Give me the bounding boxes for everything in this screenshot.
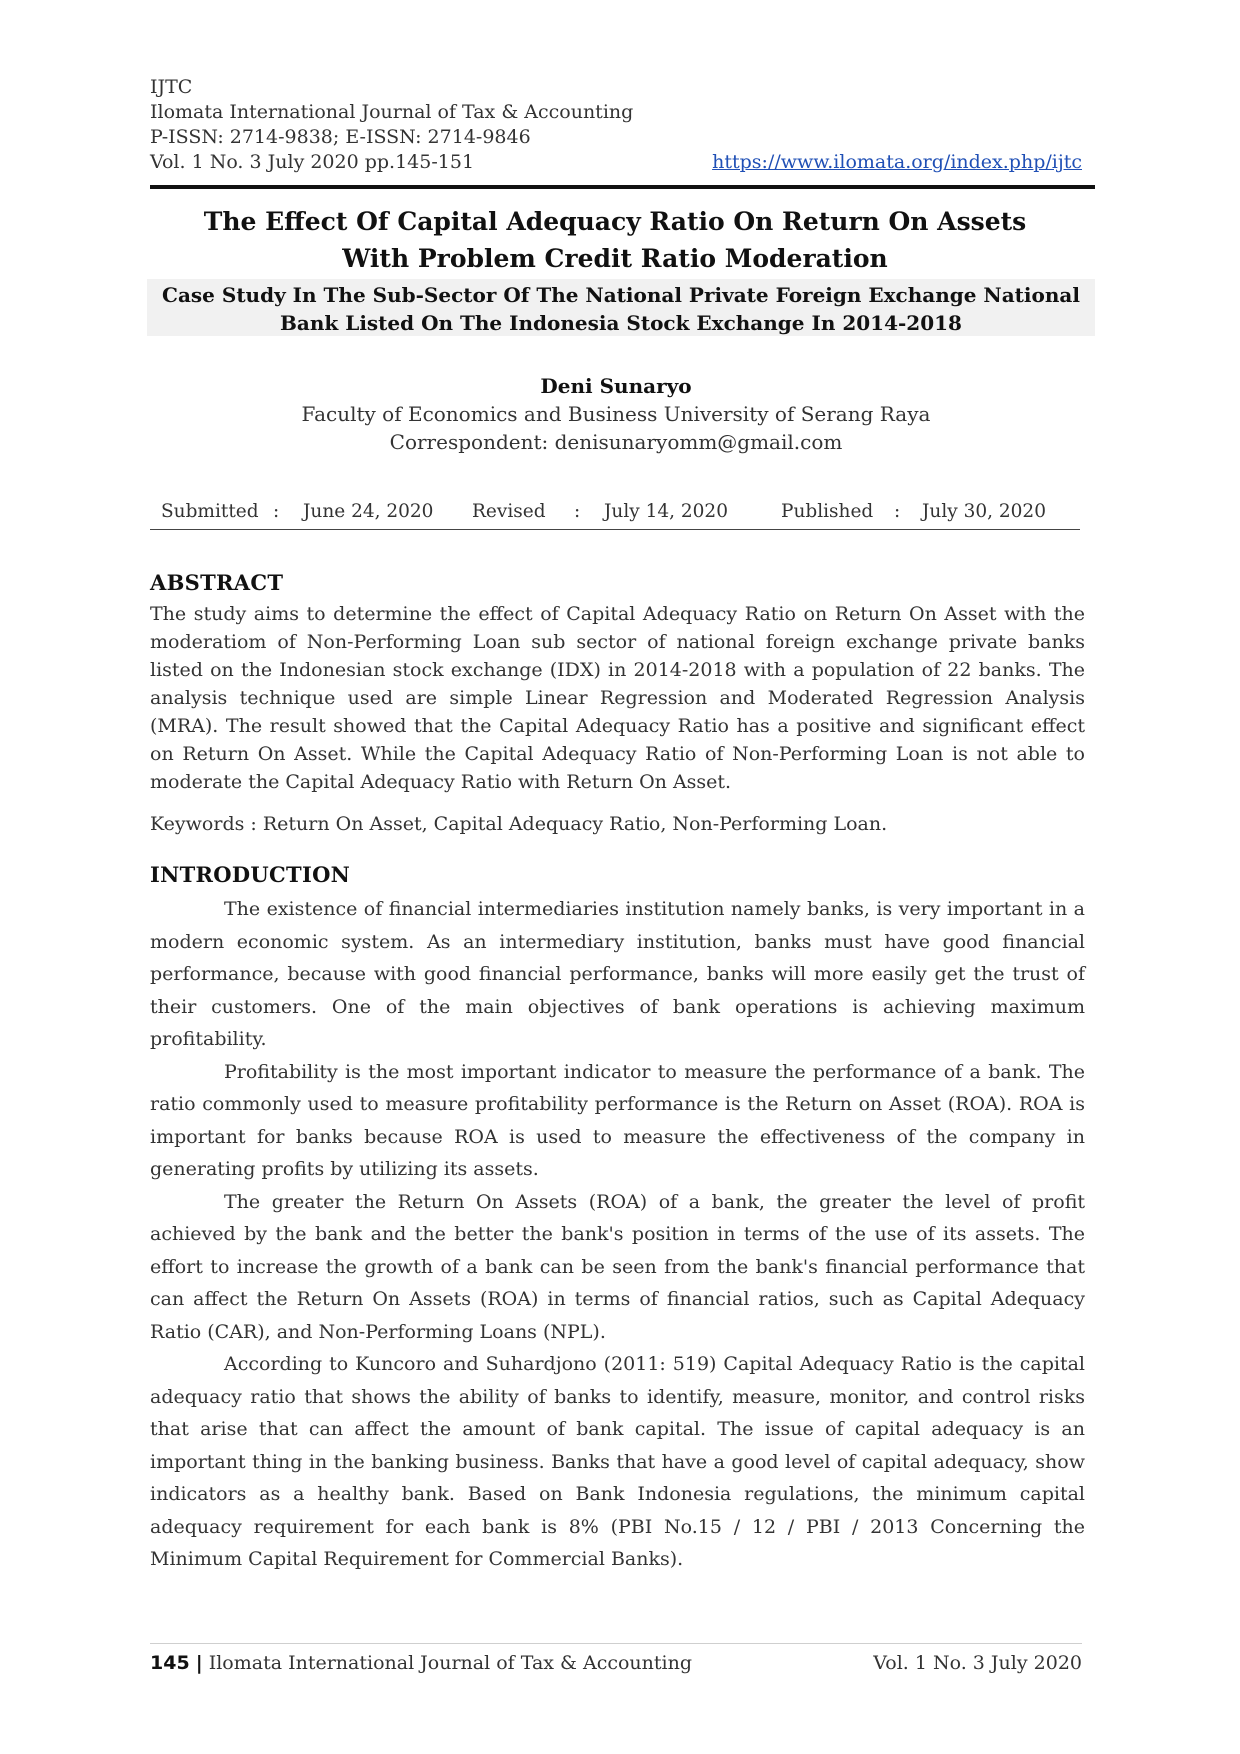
footer-issue: Vol. 1 No. 3 July 2020 xyxy=(873,1652,1082,1674)
revised-sep: : xyxy=(574,501,581,522)
paper-title xyxy=(150,203,1080,277)
author-name: Deni Sunaryo xyxy=(540,374,692,398)
published-sep: : xyxy=(894,501,901,522)
subtitle-line-2: Bank Listed On The Indonesia Stock Exchange In 2014-2018 xyxy=(280,311,962,335)
intro-paragraph: Profitability is the most important indicator to measure the performance of a bank. The ratio commonly used to measure profitability performance is the Return on Asset (ROA). ROA is important for banks because ROA is used to measure the effectiveness of the company in generating profits by utilizing its assets. xyxy=(150,1060,1085,1180)
author-block xyxy=(150,372,1082,456)
submitted-date: June 24, 2020 xyxy=(303,501,434,522)
journal-abbr: IJTC xyxy=(150,76,193,98)
title-line-2: With Problem Credit Ratio Moderation xyxy=(342,244,888,273)
intro-paragraph: According to Kuncoro and Suhardjono (2011: 519) Capital Adequacy Ratio is the capital adequacy ratio that shows the ability of banks to identify, measure, monitor, and control risks that arise that can affect the amount of bank capital. The issue of capital adequacy is an important thing in the banking business. Banks that have a good level of capital adequacy, show indicators as a healthy bank. Based on Bank Indonesia regulations, the minimum capital adequacy requirement for each bank is 8% (PBI No.15 / 12 / PBI / 2013 Concerning the Minimum Capital Requirement for Commercial Banks). xyxy=(150,1353,1085,1570)
journal-issn: P-ISSN: 2714-9838; E-ISSN: 2714-9846 xyxy=(150,126,531,148)
abstract-heading: ABSTRACT xyxy=(150,570,284,595)
paper-subtitle xyxy=(147,281,1095,337)
footer-rule xyxy=(150,1643,1082,1644)
intro-paragraph: The greater the Return On Assets (ROA) of a bank, the greater the level of profit achieved by the bank and the better the bank's position in terms of the use of its assets. The effort to increase the growth of a bank can be seen from the bank's financial performance that can affect the Return On Assets (ROA) in terms of financial ratios, such as Capital Adequacy Ratio (CAR), and Non-Performing Loans (NPL). xyxy=(150,1190,1085,1343)
submitted-label: Submitted xyxy=(161,501,259,522)
page-footer xyxy=(150,1652,1082,1674)
journal-name: Ilomata International Journal of Tax & Accounting xyxy=(150,101,634,123)
title-line-1: The Effect Of Capital Adequacy Ratio On Return On Assets xyxy=(203,207,1027,236)
subtitle-line-1: Case Study In The Sub-Sector Of The National Private Foreign Exchange National xyxy=(162,283,1080,307)
intro-paragraph: The existence of financial intermediaries institution namely banks, is very important in a modern economic system. As an intermediary institution, banks must have good financial performance, because with good financial performance, banks will more easily get the trust of their customers. One of the main objectives of bank operations is achieving maximum profitability. xyxy=(150,898,1085,1050)
submitted-sep: : xyxy=(273,501,280,522)
published-label: Published xyxy=(781,501,874,522)
introduction-heading: INTRODUCTION xyxy=(150,862,351,887)
footer-separator: | xyxy=(195,1652,203,1674)
publication-dates xyxy=(150,499,1080,530)
revised-date: July 14, 2020 xyxy=(604,501,728,522)
author-affiliation: Faculty of Economics and Business University of Serang Raya xyxy=(301,402,931,426)
footer-journal: Ilomata International Journal of Tax & Accounting xyxy=(208,1652,693,1674)
header-rule xyxy=(150,185,1095,189)
published-date: July 30, 2020 xyxy=(922,501,1046,522)
keywords: Keywords : Return On Asset, Capital Adequacy Ratio, Non-Performing Loan. xyxy=(150,813,888,835)
abstract-text: The study aims to determine the effect of Capital Adequacy Ratio on Return On Asset with the moderatiom of Non-Performing Loan sub sector of national foreign exchange private banks listed on the Indonesian stock exchange (IDX) in 2014-2018 with a population of 22 banks. The analysis technique used are simple Linear Regression and Moderated Regression Analysis (MRA). The result showed that the Capital Adequacy Ratio has a positive and significant effect on Return On Asset. While the Capital Adequacy Ratio of Non-Performing Loan is not able to moderate the Capital Adequacy Ratio with Return On Asset. xyxy=(150,603,1085,793)
journal-volume: Vol. 1 No. 3 July 2020 pp.145-151 xyxy=(150,151,475,173)
author-correspondent: Correspondent: denisunaryomm@gmail.com xyxy=(389,430,843,454)
journal-url-link[interactable]: https://www.ilomata.org/index.php/ijtc xyxy=(712,151,1082,173)
journal-header xyxy=(150,75,1082,175)
revised-label: Revised xyxy=(472,501,546,522)
page-number: 145 xyxy=(150,1652,190,1674)
introduction-body xyxy=(150,893,1085,1576)
